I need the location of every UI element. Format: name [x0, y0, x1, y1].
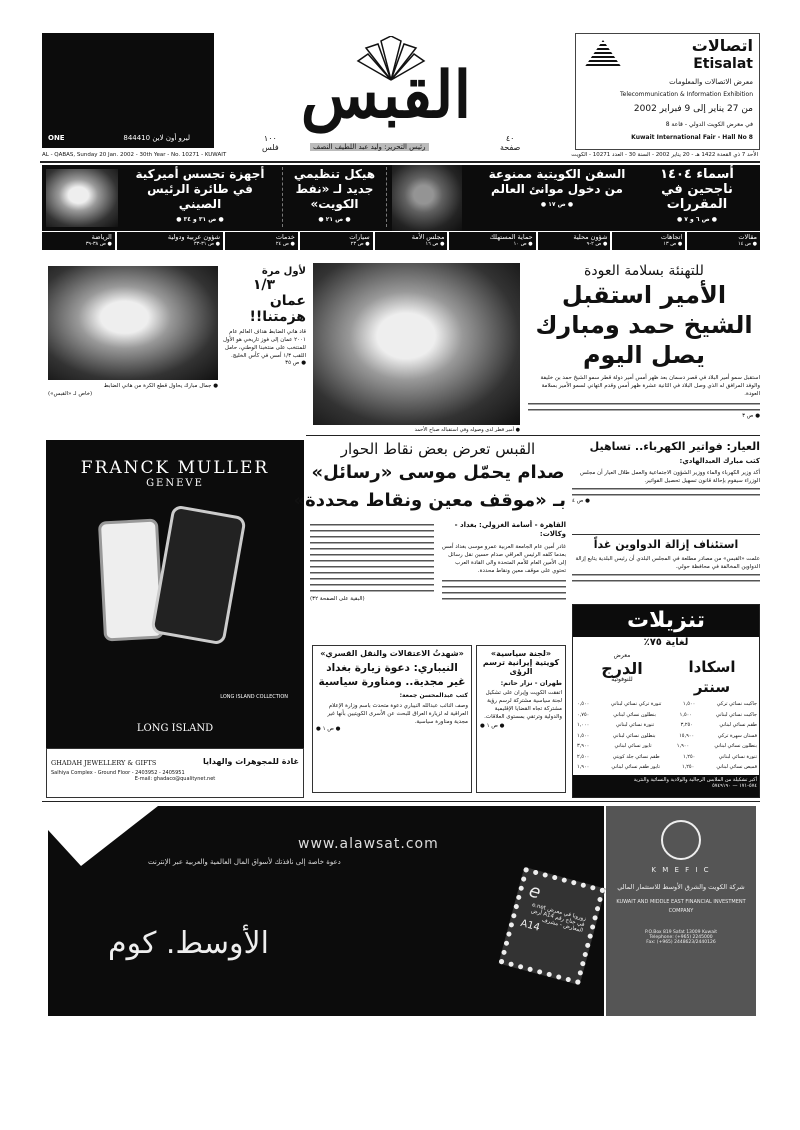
teaser-1[interactable]: أسماء ١٤٠٤ ناجحين في المقررات ● ص ٦ و ٧ ● [660, 167, 734, 223]
diwan-body: علمت «القبس» من مصادر مطلعة في المجلس البلدي أن رئيس البلدية يتابع إزالة الدواوين المخالفة في محافظة حولي. [575, 556, 760, 570]
saddam-col-right [442, 521, 566, 603]
ad-brand: ONE [48, 134, 65, 142]
sale-title: تنزيلات [573, 605, 759, 637]
sports-kicker: لأول مرة [261, 266, 306, 277]
section-nav [42, 232, 760, 250]
teaser-4[interactable]: أجهزة تجسس أميركية في طائرة الرئيس الصيني ● ص ٣١ و ٣٤ ● [135, 167, 265, 223]
nibari-byline: كتب عبدالمحسن جمعة: [399, 692, 468, 699]
lajna-box[interactable] [476, 645, 566, 793]
ayyar-body: أكد وزير الكهرباء والماء ووزير الشؤون الاجتماعية والعمل طلال العيار أن مجلس الوزراء سيقوم بإحالة قانون تسهيل تحصيل الفواتير. [580, 470, 760, 484]
enet-stamp: e زورونا في معرض e.net في جناح رقم A14 أرض المعارض - مشرف A14 [498, 867, 605, 985]
nibari-box[interactable] [312, 645, 472, 793]
watch-collection: LONG ISLAND COLLECTION [220, 694, 288, 700]
ayyar-byline: كتب مبارك العبدالهادي: [679, 457, 760, 465]
nibari-body: وصف النائب عبدالله النيباري دعوة متحدث باسم وزارة الإعلام العراقية له لزيارة العراق للبحث عن الأسرى الكويتيين بأنها غير مجدية ومناورة سياسية. [327, 703, 468, 725]
section-link[interactable]: حماية المستهلك ● ص ١٠ [449, 232, 535, 250]
logo-text: القبس [300, 58, 472, 133]
dateline-en: AL - QABAS, Sunday 20 Jan. 2002 - 30th Year - No. 10271 - KUWAIT [42, 152, 227, 158]
saddam-col-left [310, 521, 434, 603]
lead-story[interactable] [528, 263, 760, 420]
alawsat-tagline: دعوة خاصة إلى نافذتك لأسواق المال العالمية والعربية عبر الإنترنت [148, 858, 341, 866]
emir-photo [313, 263, 520, 425]
saddam-columns [310, 521, 566, 603]
section-link[interactable]: مقالات ● ص ١٤ [687, 232, 760, 250]
etisalat-brand-ar: اتصالات [691, 36, 753, 55]
etisalat-ad[interactable] [575, 33, 760, 150]
dealer-address: Salhiya Complex - Ground Floor - 2403952 - 2405951 [51, 770, 185, 776]
sports-body: قاد هاني الضابط هداف العالم عام ٢٠٠١ عمان إلى فوز تاريخي هو الأول للمنتخب على منتخبنا الوطني، حامل اللقب ١/٣ أمس في كأس الخليج. [223, 329, 306, 359]
nibari-headline: النيباري: دعوة زيارة بغداد غير مجدية.. ومناورة سياسية [318, 662, 466, 688]
ayyar-body-lines [572, 485, 760, 497]
venue-ar: في معرض الكويت الدولي - قاعة 8 [665, 121, 753, 128]
divider [42, 801, 760, 802]
exhibition-title-en: Telecommunication & Information Exhibition [619, 91, 753, 98]
divider [306, 435, 760, 436]
sale-footer: أكبر تشكيلة من الملابس الرجالية والولادية والنسائية والنثرية ٥٧٤-١٧١ — ٥٧٤٩١٩٠ [573, 775, 759, 797]
lead-ref: ● ص ٣ [742, 413, 760, 419]
lajna-ref: ● ص ١ ● [480, 723, 505, 729]
watch-model: LONG ISLAND [136, 723, 214, 734]
exhibition-title-ar: معرض الاتصالات والمعلومات [669, 78, 753, 86]
section-link[interactable]: شؤون عربية ودولية ● ص ٣١-٣٣ [117, 232, 223, 250]
section-link[interactable]: اتجاهات ● ص ١٣ [612, 232, 685, 250]
plane-photo [46, 169, 118, 227]
divider [40, 161, 760, 163]
lajna-byline: طهران - نزار حاتم: [500, 679, 562, 687]
section-link[interactable]: مجلس الأمة ● ص ١٦ [375, 232, 448, 250]
ayyar-ref: ● ص ٤ [572, 498, 590, 504]
saddam-headline-1: صدام يحمّل موسى «رسائل» [311, 462, 565, 483]
watch-ad[interactable] [46, 440, 304, 748]
kmefic-abbr: K M E F I C [651, 866, 711, 874]
teaser-2[interactable]: السفن الكويتية ممنوعة من دخول موانئ العالم ● ص ١٧ ● [488, 167, 626, 208]
ad-line: ليرو أون لاين 844410 [123, 134, 190, 142]
kmefic-name-en: KUWAIT AND MIDDLE EAST FINANCIAL INVESTMENT COMPANY [616, 899, 746, 914]
saddam-continued: (البقية على الصفحة ٣٢) [310, 596, 365, 602]
kmefic-tel: Telephone: (+965) 2245000 [649, 935, 713, 940]
diwan-body-lines [572, 571, 760, 585]
saddam-story[interactable] [293, 440, 566, 603]
store-daraj: معرض الدرج للنوفوتيه [601, 652, 643, 684]
sale-ad[interactable] [572, 604, 760, 798]
ayyar-headline: العيار: فواتير الكهرباء.. تساهيل [589, 440, 760, 453]
watch-city: GENEVE [146, 478, 204, 489]
teaser-3[interactable]: هيكل تنظيمي جديد لـ «نفط الكويت» ● ص ٢١ ● [282, 167, 387, 227]
sports-story[interactable] [222, 266, 306, 366]
lead-body-lines [528, 400, 760, 412]
dateline-ar: الأحد 7 ذي القعدة 1422 هـ - 20 يناير 2002 - السنة 30 - العدد 10271 - الكويت [571, 152, 758, 158]
dealer-email: E-mail: ghadaco@qualitynet.net [134, 776, 216, 782]
teaser-band [42, 165, 760, 231]
saddam-headline-2: بـ «موقف معين ونقاط محددة» [293, 490, 566, 511]
lajna-kicker: «لجنة سياسية» كويتية إيرانية ترسم الرؤى [482, 649, 560, 676]
lajna-body: اتفقت الكويت وإيران على تشكيل لجنة سياسية مشتركة لرسم رؤية مشتركة تجاه القضايا الإقليمية والدولية وترتقي بمستوى العلاقات. [484, 690, 562, 720]
editor-line: رئيس التحرير: وليد عبد اللطيف النصف [310, 143, 429, 151]
watch-black-icon [150, 504, 246, 645]
watch-brand: FRANCK MULLER [80, 458, 270, 478]
kmefic-fax: Fax: (+965) 2448623/2440126 [646, 940, 716, 945]
saddam-body-lines [442, 577, 566, 601]
kmefic-name-ar: شركة الكويت والشرق الأوسط للاستثمار المالي [617, 883, 745, 891]
alawsat-logo: الأوسط. كوم [108, 926, 269, 961]
etisalat-brand-en: Etisalat [693, 56, 753, 72]
kmefic-address: P.O.Box 819 Safat 13009 Kuwait [645, 930, 717, 935]
etisalat-logo-icon [584, 40, 622, 68]
price-block: ١٠٠ فلس [262, 134, 279, 152]
dealer-ar: غادة للمجوهرات والهدايا [203, 757, 299, 766]
diwan-story[interactable] [572, 534, 760, 585]
lead-kicker: للتهنئة بسلامة العودة [584, 263, 704, 279]
sale-subtitle: لغاية ٧٥٪ [643, 637, 689, 648]
saddam-byline: القاهرة - أسامة الغزولي: بغداد - وكالات: [454, 521, 566, 538]
venue-en: Kuwait International Fair - Hall No 8 [631, 134, 753, 141]
nibari-kicker: «شهدتُ الاعتقالات والنقل القسري» [320, 649, 464, 658]
ship-photo [392, 165, 462, 231]
football-photo [48, 266, 218, 380]
football-caption: ● جمال مبارك يحاول قطع الكرة من هاني الضابط (خاص لـ «القبس») [48, 383, 218, 397]
nibari-ref: ● ص ١ ● [316, 726, 341, 732]
section-link[interactable]: الرياضة ● ص ٣٨-٣٩ [42, 232, 115, 250]
section-link[interactable]: سيارات ● ص ٢٣ [300, 232, 373, 250]
top-left-ad[interactable] [42, 33, 214, 148]
kmefic-ad[interactable] [606, 806, 756, 1016]
saddam-body-lines [310, 521, 434, 593]
section-link[interactable]: شؤون محلية ● ص ٢-٩ [538, 232, 611, 250]
saddam-kicker: القبس تعرض بعض نقاط الحوار [340, 440, 536, 458]
dealer-en: GHADAH JEWELLERY & GIFTS [51, 759, 157, 767]
torn-paper-shape [48, 806, 158, 866]
sports-ref: ● ص ٣٥ [285, 360, 306, 366]
exhibition-dates: من 27 يناير إلى 9 فبراير 2002 [633, 104, 753, 114]
jeweller-footer [46, 748, 304, 798]
kmefic-logo-icon [661, 820, 701, 860]
saddam-body: غادر أمين عام الجامعة العربية عمرو موسى بغداد أمس بعدما كلفه الرئيس العراقي صدام حسين نقل رسائل إلى الأمين العام للأمم المتحدة والى القادة العرب تحتوي على موقف معين ونقاط محددة. [441, 544, 566, 574]
diwan-headline: استئناف إزالة الدواوين غداً [593, 538, 739, 551]
store-escada: اسكادا سنتر [688, 658, 736, 696]
sports-score: ١/٣ [252, 277, 276, 293]
sports-headline: عمان هزمتنا!! [249, 293, 306, 325]
emir-caption: ● أمير قطر لدى وصوله وفي استقباله صباح الأحمد [414, 427, 520, 433]
alawsat-url: www.alawsat.com [298, 836, 439, 852]
masthead-logo[interactable] [236, 36, 536, 134]
lead-body: استقبل سمو أمير البلاد في قصر دسمان بعد ظهر أمس أمير دولة قطر سمو الشيخ حمد بن خليفة والوفد المرافق له الذي وصل البلاد في الثانية عشرة ظهر أمس وقدم التهاني لسمو الأمير بسلامة العودة. [540, 375, 760, 397]
lead-headline: الأمير استقبل الشيخ حمد ومبارك يصل اليوم [535, 281, 753, 369]
section-link[interactable]: خدمات ● ص ٢٤ [225, 232, 298, 250]
sale-items: جاكيت نسائي تركي ١,٥٠٠ تنورة تركي نسائي لبناني ٠,٥٠٠ جاكيت نسائي لبناني ١,٥٠٠ بنطلون نسائي لبناني ٠,٧٥٠ طقم نسائي لبناني ٣,٢٥٠ تنورة نسائي لبناني ١,٠٠٠ فستان سهرة تركي ١٥,٩٠٠ بنطلون نسائي لبناني ١,٥٠٠ بنطلون نسائي لبناني ١,٩٠٠ تايور نسائي لبناني ٣,٩٠٠ تنورة نسائي لبناني ١,٢٥٠ طقم نسائي جلد كويتي ٢,٥٠٠ قميص نسائي لبناني ١,٢٥٠ تايور طقم نسائي لبناني ١,٩٠٠ [577, 701, 757, 770]
pages-block: ٤٠ صفحة [500, 134, 521, 152]
alawsat-ad[interactable] [48, 806, 604, 1016]
ayyar-story[interactable] [572, 440, 760, 505]
